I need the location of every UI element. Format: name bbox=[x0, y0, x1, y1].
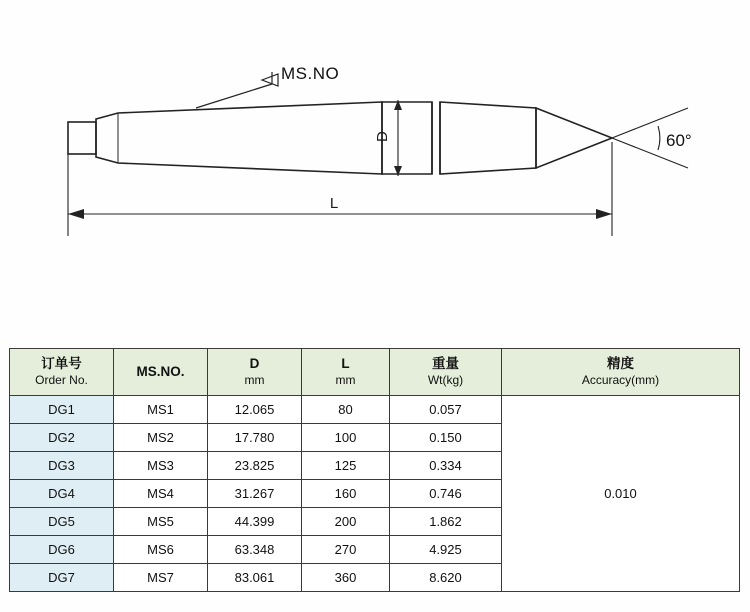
cell-d: 17.780 bbox=[208, 424, 302, 452]
column-header-l-unit: mm bbox=[335, 373, 356, 388]
cell-order-no: DG3 bbox=[10, 452, 114, 480]
l-dimension bbox=[68, 142, 612, 236]
cell-l: 125 bbox=[302, 452, 390, 480]
body-detail-lines bbox=[118, 108, 536, 168]
cell-weight: 0.746 bbox=[390, 480, 502, 508]
cell-order-no: DG2 bbox=[10, 424, 114, 452]
column-header-weight-en: Wt(kg) bbox=[427, 373, 464, 388]
cell-msno: MS7 bbox=[114, 564, 208, 592]
column-header-accuracy-cn: 精度 bbox=[607, 356, 634, 372]
cell-l: 360 bbox=[302, 564, 390, 592]
cell-msno: MS1 bbox=[114, 396, 208, 424]
column-header-d-unit: mm bbox=[244, 373, 265, 388]
column-header-accuracy bbox=[502, 349, 740, 396]
l-dimension-label: L bbox=[329, 195, 339, 212]
column-header-msno-cn: MS.NO. bbox=[136, 363, 185, 379]
column-header-d bbox=[208, 349, 302, 396]
cell-order-no: DG5 bbox=[10, 508, 114, 536]
cell-l: 200 bbox=[302, 508, 390, 536]
cell-weight: 4.925 bbox=[390, 536, 502, 564]
angle-label: 60° bbox=[666, 131, 692, 150]
column-header-accuracy-en: Accuracy(mm) bbox=[581, 373, 660, 388]
column-header-d-cn: D bbox=[249, 356, 260, 372]
center-body-outline bbox=[68, 102, 612, 174]
column-header-weight bbox=[390, 349, 502, 396]
msno-callout-leader bbox=[196, 72, 278, 108]
cell-order-no: DG4 bbox=[10, 480, 114, 508]
column-header-order-no-en: Order No. bbox=[35, 373, 88, 388]
specification-table bbox=[9, 348, 740, 592]
column-header-weight-cn: 重量 bbox=[432, 356, 459, 372]
cell-weight: 0.150 bbox=[390, 424, 502, 452]
d-dimension-label: D bbox=[374, 131, 391, 142]
column-header-order-no-cn: 订单号 bbox=[41, 356, 82, 372]
cell-weight: 1.862 bbox=[390, 508, 502, 536]
cell-d: 44.399 bbox=[208, 508, 302, 536]
cell-d: 23.825 bbox=[208, 452, 302, 480]
cell-l: 270 bbox=[302, 536, 390, 564]
cell-d: 83.061 bbox=[208, 564, 302, 592]
cell-msno: MS5 bbox=[114, 508, 208, 536]
d-dimension bbox=[394, 100, 402, 176]
column-header-msno bbox=[114, 349, 208, 396]
cell-l: 100 bbox=[302, 424, 390, 452]
column-header-l-cn: L bbox=[341, 356, 350, 372]
cell-d: 12.065 bbox=[208, 396, 302, 424]
cell-l: 80 bbox=[302, 396, 390, 424]
cell-weight: 0.057 bbox=[390, 396, 502, 424]
cell-order-no: DG1 bbox=[10, 396, 114, 424]
cell-msno: MS3 bbox=[114, 452, 208, 480]
table-row bbox=[10, 396, 740, 424]
cell-d: 63.348 bbox=[208, 536, 302, 564]
column-header-l bbox=[302, 349, 390, 396]
cell-order-no: DG7 bbox=[10, 564, 114, 592]
msno-callout-label: MS.NO bbox=[281, 64, 340, 83]
column-header-order-no bbox=[10, 349, 114, 396]
cell-d: 31.267 bbox=[208, 480, 302, 508]
table-header-row bbox=[10, 349, 740, 396]
cell-msno: MS2 bbox=[114, 424, 208, 452]
cell-l: 160 bbox=[302, 480, 390, 508]
cell-msno: MS6 bbox=[114, 536, 208, 564]
cell-msno: MS4 bbox=[114, 480, 208, 508]
cell-accuracy: 0.010 bbox=[502, 396, 740, 592]
cell-weight: 0.334 bbox=[390, 452, 502, 480]
cell-order-no: DG6 bbox=[10, 536, 114, 564]
cell-weight: 8.620 bbox=[390, 564, 502, 592]
